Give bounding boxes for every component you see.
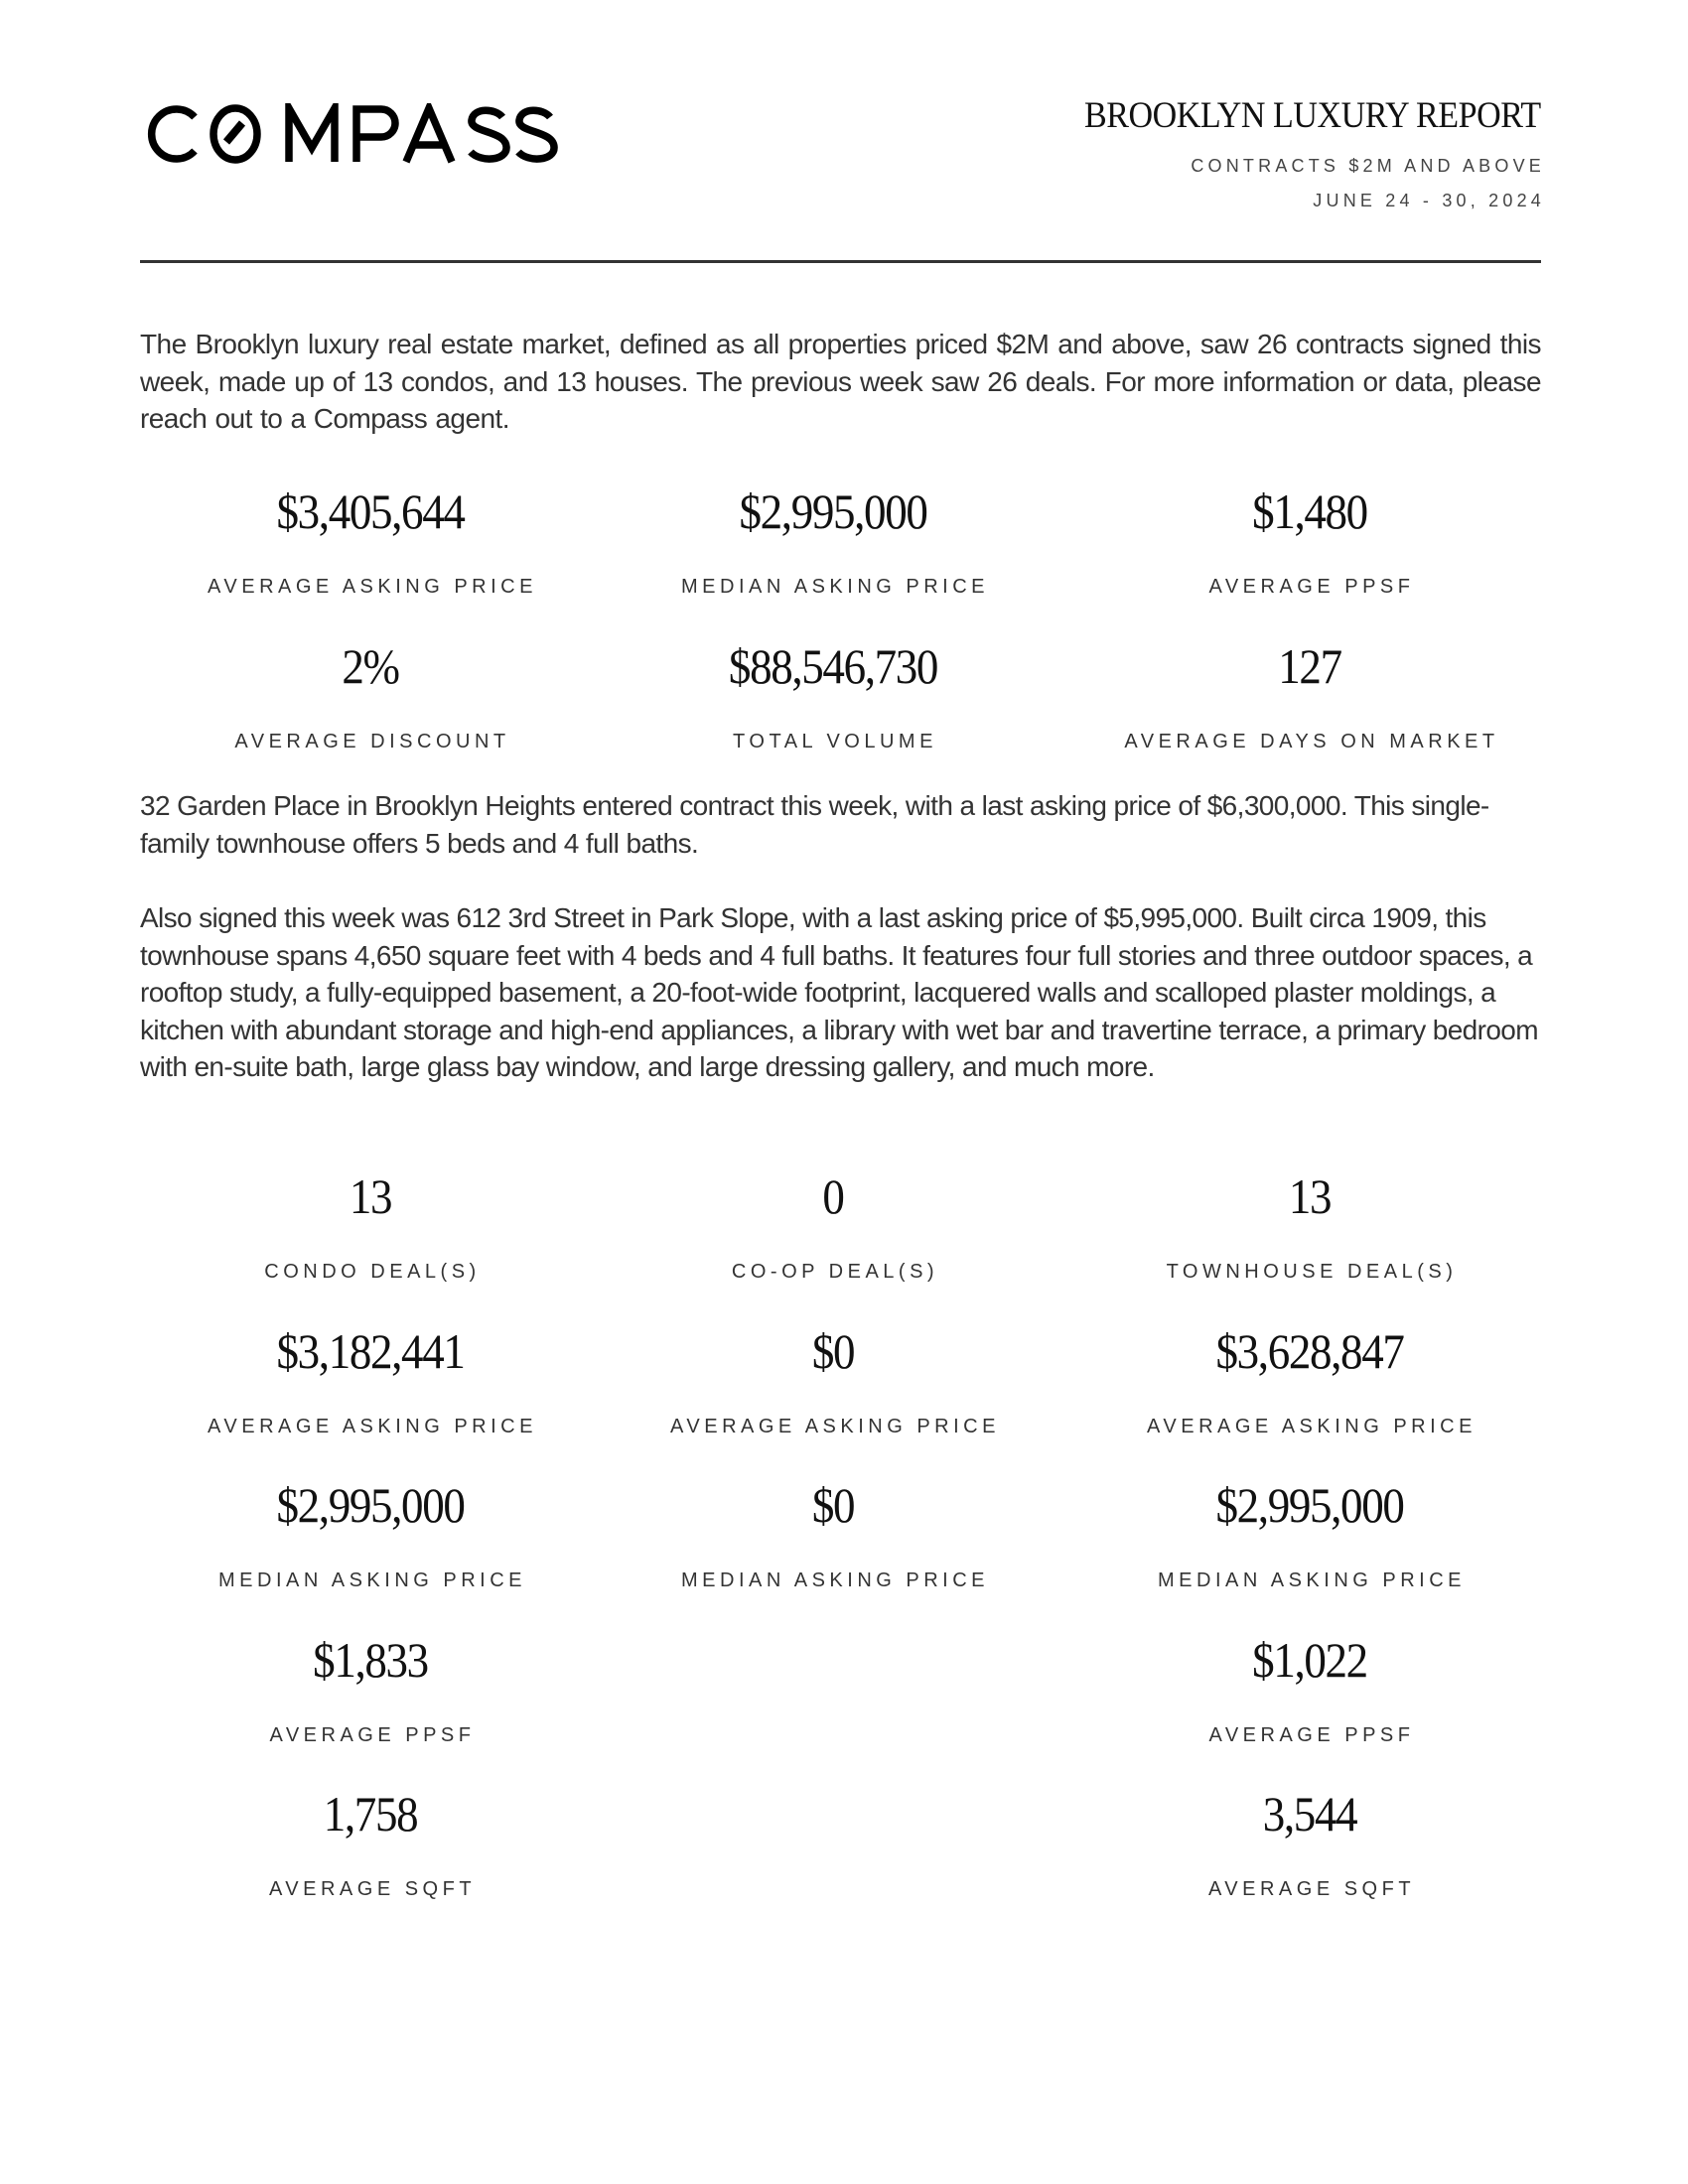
stat-value: 2%: [342, 638, 399, 694]
coop-median-asking-price: [595, 1477, 1071, 1591]
stat-label: AVERAGE PPSF: [1208, 576, 1415, 598]
report-title: BROOKLYN LUXURY REPORT: [1084, 95, 1541, 136]
stat-value: $0: [811, 1323, 855, 1379]
stat-value: $1,022: [1252, 1632, 1367, 1688]
highlight-paragraph-2: Also signed this week was 612 3rd Street in Park Slope, with a last asking price of $5,995,000. Built circa 1909, this townhouse spans 4,650 square feet with 4 beds and 4 full baths. It features four full stories and three outdoor spaces, a rooftop study, a fully-equipped basement, a 20-foot-wide footprint, lacquered walls and scalloped plaster moldings, a kitchen with abundant storage and high-end appliances, a library with wet bar and travertine terrace, a primary bedroom with en-suite bath, large glass bay window, and large dressing gallery, and much more.: [140, 902, 1538, 1083]
coop-average-asking-price: [595, 1323, 1071, 1437]
header-divider: [140, 260, 1541, 263]
stat-value: 127: [1278, 638, 1341, 694]
stat-value: $2,995,000: [739, 483, 927, 539]
highlight-paragraph-1: 32 Garden Place in Brooklyn Heights entered contract this week, with a last asking price of $6,300,000. This single-family townhouse offers 5 beds and 4 full baths.: [140, 790, 1489, 859]
stat-label: CONDO DEAL(S): [264, 1261, 481, 1283]
stat-average-days-on-market: [1071, 638, 1548, 752]
stat-value: $3,628,847: [1215, 1323, 1404, 1379]
stat-label: AVERAGE ASKING PRICE: [670, 1416, 1000, 1437]
stat-value: $88,546,730: [728, 638, 938, 694]
stat-label: AVERAGE PPSF: [269, 1724, 476, 1746]
stat-label: TOWNHOUSE DEAL(S): [1166, 1261, 1458, 1283]
stat-value: $1,480: [1252, 483, 1367, 539]
condo-deals: [132, 1168, 609, 1283]
townhouse-average-sqft: [1071, 1786, 1548, 1900]
stat-label: CO-OP DEAL(S): [731, 1261, 939, 1283]
stat-label: TOTAL VOLUME: [733, 731, 937, 752]
stat-label: MEDIAN ASKING PRICE: [1158, 1570, 1466, 1591]
stat-value: $1,833: [313, 1632, 428, 1688]
stat-value: 13: [1288, 1168, 1332, 1224]
stat-label: AVERAGE DAYS ON MARKET: [1124, 731, 1499, 752]
condo-average-sqft: [132, 1786, 609, 1900]
condo-median-asking-price: [132, 1477, 609, 1591]
report-subtitle: CONTRACTS $2M AND ABOVE: [1191, 156, 1545, 176]
stat-label: AVERAGE SQFT: [268, 1878, 477, 1900]
stat-label: AVERAGE SQFT: [1207, 1878, 1416, 1900]
compass-logo-icon: [143, 103, 564, 165]
stat-value: 3,544: [1262, 1786, 1357, 1842]
townhouse-average-ppsf: [1071, 1632, 1548, 1746]
stat-total-volume: [595, 638, 1071, 752]
stat-label: AVERAGE ASKING PRICE: [208, 576, 537, 598]
condo-average-asking-price: [132, 1323, 609, 1437]
condo-average-ppsf: [132, 1632, 609, 1746]
stat-value: $2,995,000: [276, 1477, 465, 1533]
stat-label: MEDIAN ASKING PRICE: [681, 1570, 989, 1591]
stat-average-ppsf: [1071, 483, 1548, 598]
townhouse-median-asking-price: [1071, 1477, 1548, 1591]
stat-value: 0: [822, 1168, 844, 1224]
stat-value: $3,182,441: [276, 1323, 465, 1379]
stat-value: 13: [349, 1168, 392, 1224]
stat-median-asking-price: [595, 483, 1071, 598]
coop-deals: [595, 1168, 1071, 1283]
stat-label: AVERAGE DISCOUNT: [234, 731, 510, 752]
compass-logo: [143, 103, 564, 165]
stat-value: $3,405,644: [276, 483, 465, 539]
stat-label: AVERAGE ASKING PRICE: [208, 1416, 537, 1437]
townhouse-average-asking-price: [1071, 1323, 1548, 1437]
report-date-range: JUNE 24 - 30, 2024: [1313, 191, 1545, 210]
stat-label: MEDIAN ASKING PRICE: [218, 1570, 526, 1591]
townhouse-deals: [1071, 1168, 1548, 1283]
stat-label: AVERAGE PPSF: [1208, 1724, 1415, 1746]
intro-paragraph: The Brooklyn luxury real estate market, defined as all properties priced $2M and above, saw 26 contracts signed this week, made up of 13 condos, and 13 houses. The previous week saw 26 deals. For more information or data, please reach out to a Compass agent.: [140, 329, 1541, 435]
stat-value: $0: [811, 1477, 855, 1533]
stat-value: $2,995,000: [1215, 1477, 1404, 1533]
stat-label: AVERAGE ASKING PRICE: [1147, 1416, 1477, 1437]
stat-label: MEDIAN ASKING PRICE: [681, 576, 989, 598]
stat-average-asking-price: [132, 483, 609, 598]
stat-value: 1,758: [323, 1786, 418, 1842]
stat-average-discount: [132, 638, 609, 752]
